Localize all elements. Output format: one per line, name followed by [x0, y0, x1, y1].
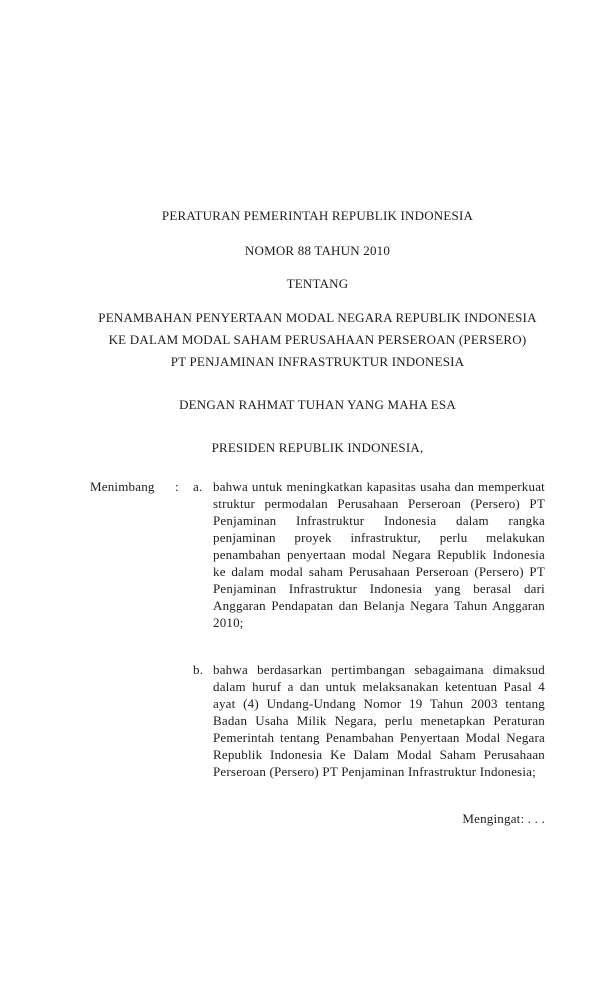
- considering-item-a-letter: a.: [193, 479, 203, 494]
- doc-subject-line-3: PT PENJAMINAN INFRASTRUKTUR INDONESIA: [170, 354, 465, 369]
- doc-about-label: TENTANG: [286, 276, 349, 291]
- doc-title: PERATURAN PEMERINTAH REPUBLIK INDONESIA: [161, 208, 474, 223]
- doc-number: NOMOR 88 TAHUN 2010: [244, 243, 391, 258]
- doc-subject: [90, 307, 545, 373]
- doc-issuer: PRESIDEN REPUBLIK INDONESIA,: [211, 440, 424, 455]
- considering-colon: :: [175, 479, 179, 494]
- considering-item-b-letter: b.: [193, 662, 204, 677]
- doc-subject-line-1: PENAMBAHAN PENYERTAAN MODAL NEGARA REPUBLIK INDONESIA: [98, 310, 537, 325]
- doc-subject-line-2: KE DALAM MODAL SAHAM PERUSAHAAN PERSEROAN (PERSERO): [108, 332, 527, 347]
- doc-invocation: DENGAN RAHMAT TUHAN YANG MAHA ESA: [179, 397, 456, 412]
- considering-item-a: [90, 478, 545, 631]
- considering-item-b: [90, 661, 545, 780]
- considering-item-b-text: bahwa berdasarkan pertimbangan sebagaimana dimaksud dalam huruf a dan untuk melaksanakan ketentuan Pasal 4 ayat (4) Undang-Undang Nomor 19 Tahun 2003 tentang Badan Usaha Milik Negara, perlu menetapkan Peraturan Pemerintah tentang Penambahan Penyertaan Modal Negara Republik Indonesia Ke Dalam Modal Saham Perusahaan Perseroan (Persero) PT Penjaminan Infrastruktur Indonesia;: [213, 662, 545, 779]
- considering-item-a-text: bahwa untuk meningkatkan kapasitas usaha dan memperkuat struktur permodalan Perusahaan Perseroan (Persero) PT Penjaminan Infrastruktur Indonesia dalam rangka penjaminan proyek infrastruktur, perlu melakukan penambahan penyertaan modal Negara Republik Indonesia ke dalam modal saham Perusahaan Perseroan (Persero) PT Penjaminan Infrastruktur Indonesia yang berasal dari Anggaran Pendapatan dan Belanja Negara Tahun Anggaran 2010;: [213, 479, 545, 630]
- considering-label: Menimbang: [90, 479, 155, 494]
- page-continuation-note: Mengingat: . . .: [462, 811, 545, 826]
